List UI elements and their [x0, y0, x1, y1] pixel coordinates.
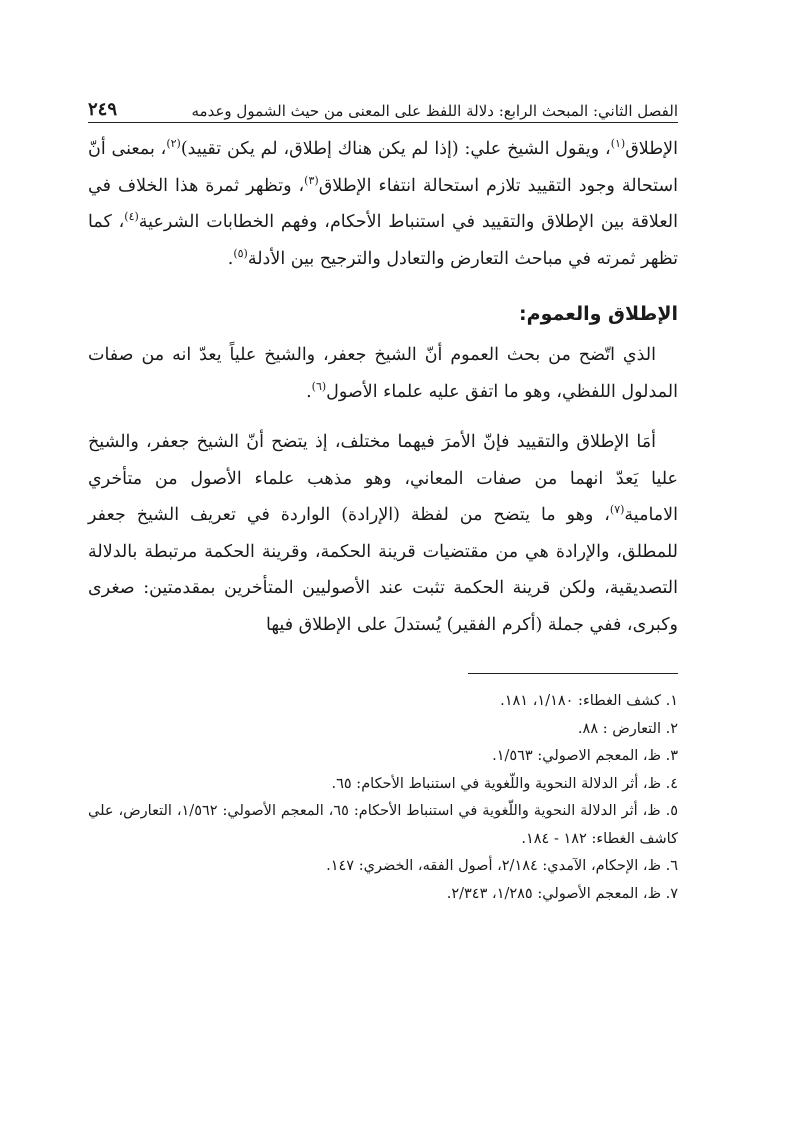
paragraph-3-text-a: أمَا الإطلاق والتقييد فإنّ الأمرَ فيهما مختلف، إذ يتضح أنّ الشيخ جعفر، والشيخ عليا يَعدّ انهما من صفات المعاني، وهو مذهب علماء الأصول من متأخري الامامية	[88, 432, 678, 525]
paragraph-2-text-a: الذي اتّضح من بحث العموم أنّ الشيخ جعفر، والشيخ علياً يعدّ انه من صفات المدلول اللفظي، وهو ما اتفق عليه علماء الأصول	[88, 345, 678, 402]
footnote-item: ٤. ظ، أثر الدلالة النحوية واللّغوية في استنباط الأحكام: ٦٥.	[331, 775, 678, 792]
footnote-item: ٦. ظ، الإحكام، الآمدي: ٢/١٨٤، أصول الفقه، الخضري: ١٤٧.	[326, 858, 678, 874]
footnote-item: ٢. التعارض : ٨٨.	[577, 720, 678, 737]
footnote-ref-4[interactable]: (٤)	[124, 210, 139, 224]
paragraph-1-text-f: .	[227, 248, 234, 269]
paragraph-3-text-b: ، وهو ما يتضح من لفظة (الإرادة) الواردة في تعريف الشيخ جعفر للمطلق، والإرادة هي من مقتضيات قرينة الحكمة، وقرينة الحكمة مرتبطة بالدلالة التصديقية، ولكن قرينة الحكمة تثبت عند الأصوليين المتأخرين بمقدمتين: صغرى وكبرى، ففي جملة (أكرم الفقير) يُستدلَ على الإطلاق فيها	[88, 505, 678, 635]
paragraph-1-text-d: ، وتظهر ثمرة هذا الخلاف في العلاقة بين الإطلاق والتقييد في استنباط الأحكام، وفهم الخطابات الشرعية	[88, 175, 678, 232]
section-heading: الإطلاق والعموم:	[519, 303, 678, 325]
footnote-item: ٣. ظ، المعجم الاصولي: ١/٥٦٣.	[492, 748, 678, 764]
footnote-item: ٥. ظ، أثر الدلالة النحوية واللّغوية في استنباط الأحكام: ٦٥، المعجم الأصولي: ١/٥٦٢، التعارض، علي كاشف الغطاء: ١٨٢ - ١٨٤.	[88, 803, 678, 847]
footnote-ref-1[interactable]: (١)	[610, 137, 626, 151]
footnotes-list	[88, 688, 678, 908]
document-page	[88, 90, 678, 908]
paragraph-1-text-b: ، ويقول الشيخ علي: (إذا لم يكن هناك إطلاق، لم يكن تقييد)	[180, 139, 611, 159]
paragraph-1-text-c: ، بمعنى أنّ استحالة وجود التقييد تلازم استحالة انتفاء الإطلاق	[88, 139, 678, 196]
footnote-ref-2[interactable]: (٢)	[166, 137, 181, 151]
page-number: ٢٤٩	[88, 99, 118, 120]
running-header	[88, 90, 678, 123]
footnote-item: ١. كشف الغطاء: ١/١٨٠، ١٨١.	[500, 693, 678, 709]
footnote-ref-7[interactable]: (٧)	[609, 503, 625, 517]
footnote-divider	[468, 673, 678, 674]
paragraph-2	[88, 337, 678, 410]
paragraph-2-text-b: .	[306, 381, 312, 402]
footnote-item: ٧. ظ، المعجم الأصولي: ١/٢٨٥، ٢/٣٤٣.	[446, 885, 678, 902]
footnote-ref-6[interactable]: (٦)	[311, 379, 327, 393]
body-text	[88, 131, 678, 643]
paragraph-1	[88, 131, 678, 277]
header-title: الفصل الثاني: المبحث الرابع: دلالة اللفظ على المعنى من حيث الشمول وعدمه	[191, 102, 678, 120]
footnote-ref-5[interactable]: (٥)	[233, 246, 248, 260]
paragraph-1-text-e: ، كما تظهر ثمرته في مباحث التعارض والتعادل والترجيح بين الأدلة	[88, 212, 678, 269]
paragraph-1-text-a: الإطلاق	[625, 139, 678, 159]
footnote-ref-3[interactable]: (٣)	[304, 173, 319, 187]
paragraph-3	[88, 424, 678, 643]
